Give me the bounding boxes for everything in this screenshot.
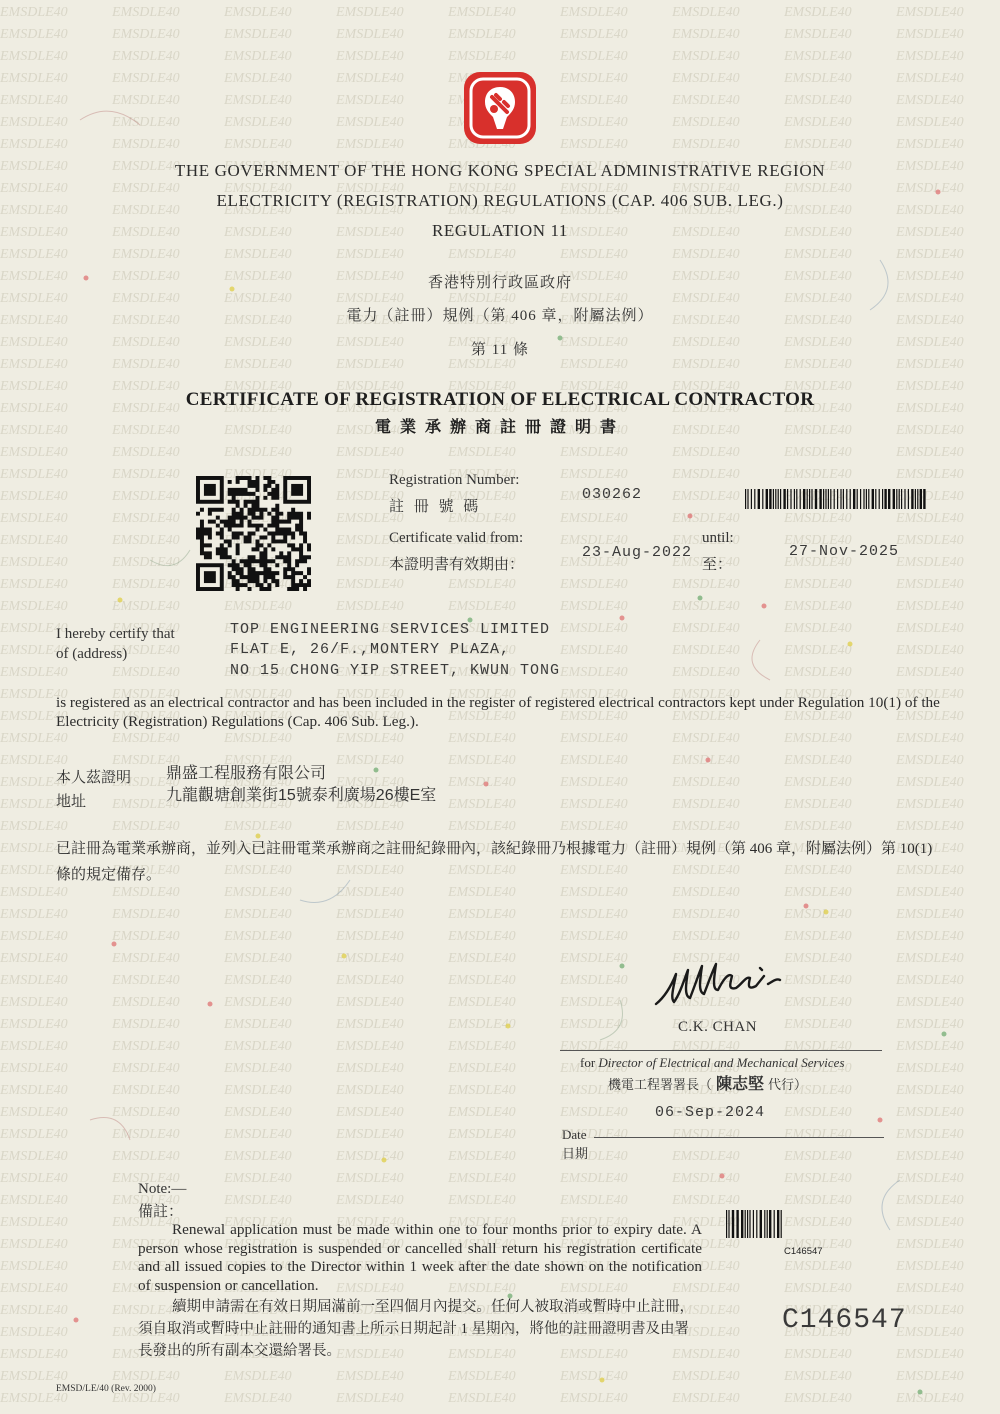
date-label-zh: 日期 — [562, 1146, 589, 1161]
address-label: of (address) — [56, 646, 128, 662]
valid-until-label-zh: 至： — [702, 557, 733, 573]
registration-number-label-zh: 註 冊 號 碼 — [389, 499, 482, 515]
form-code: EMSD/LE/40 (Rev. 2000) — [56, 1384, 156, 1394]
address-label-zh: 地址 — [56, 794, 87, 810]
certify-label-zh: 本人茲證明 — [56, 770, 132, 786]
signatory-title — [580, 1055, 845, 1071]
certify-label: I hereby certify that — [56, 626, 175, 642]
note-label: Note:— — [138, 1181, 187, 1197]
note-text-zh: 續期申請需在有效日期屆滿前一至四個月內提交。任何人被取消或暫時中止註冊，須自取消或暫時中止註冊的通知書上所示日期起計 1 星期內，將他的註冊證明書及由署長發出的所有副本交還給署長。 — [138, 1299, 694, 1359]
certificate-title: CERTIFICATE OF REGISTRATION OF ELECTRICAL CONTRACTOR — [185, 389, 815, 410]
signatory-office-zh: 機電工程署署長（ — [608, 1077, 713, 1092]
valid-from-label: Certificate valid from: — [389, 530, 524, 546]
contractor-address-zh: 九龍觀塘創業街15號泰利廣場26樓E室 — [166, 787, 437, 804]
contractor-name-zh: 鼎盛工程服務有限公司 — [166, 765, 327, 782]
qr-code — [196, 476, 311, 591]
valid-from-label-zh: 本證明書有效期由： — [389, 557, 525, 573]
contractor-address-line-2: NO 15 CHONG YIP STREET, KWUN TONG — [230, 662, 561, 679]
signatory-on-behalf-zh: 代行） — [768, 1077, 808, 1092]
registration-statement: is registered as an electrical contractor and has been included in the register of registered electrical contractors kept under Regulation 10(1) of the Electricity (Registration) Regulations (Cap. 406 Sub. Leg.). — [56, 694, 940, 730]
registration-number-value: 030262 — [582, 486, 643, 503]
signatory-name: C.K. CHAN — [678, 1019, 758, 1035]
date-line — [594, 1137, 884, 1138]
valid-from-date: 23-Aug-2022 — [582, 544, 693, 561]
header-regulations-zh: 電力（註冊）規例（第 406 章，附屬法例） — [346, 308, 654, 324]
note-text: Renewal application must be made within one to four months prior to expiry date. A person whose registration is suspended or cancelled shall return his registration certificate and all issued copies to the Director within 1 week after the date shown on the notification of suspension or cancellation. — [138, 1221, 702, 1294]
note-label-zh: 備註： — [138, 1204, 184, 1220]
date-label: Date — [562, 1127, 587, 1142]
header-government-zh: 香港特別行政區政府 — [427, 275, 572, 291]
header-regulation-number-zh: 第 11 條 — [471, 342, 529, 358]
certificate-title-zh: 電業承辦商註冊證明書 — [374, 419, 625, 436]
registration-barcode — [745, 489, 927, 509]
signatory-name-zh: 陳志堅 — [716, 1076, 765, 1093]
contractor-name: TOP ENGINEERING SERVICES LIMITED — [230, 621, 551, 638]
signatory-office: Director of Electrical and Mechanical Services — [598, 1055, 845, 1070]
header-regulation-number: REGULATION 11 — [431, 221, 569, 240]
registration-number-label: Registration Number: — [389, 472, 520, 488]
qr-finder-pattern — [285, 478, 309, 502]
qr-finder-pattern — [198, 565, 222, 589]
serial-number: C146547 — [782, 1305, 907, 1336]
contractor-address-line-1: FLAT E, 26/F.,MONTERY PLAZA, — [230, 641, 511, 658]
header-government: THE GOVERNMENT OF THE HONG KONG SPECIAL ADMINISTRATIVE REGION — [174, 161, 826, 180]
signatory-title-zh — [608, 1071, 807, 1094]
issue-date: 06-Sep-2024 — [655, 1104, 766, 1121]
signatory-for: for — [580, 1055, 596, 1070]
qr-finder-pattern — [198, 478, 222, 502]
signature-line — [560, 1050, 882, 1051]
emsd-logo-icon — [463, 71, 537, 145]
valid-until-date: 27-Nov-2025 — [789, 543, 900, 560]
registration-statement-zh: 已註冊為電業承辦商，並列入已註冊電業承辦商之註冊紀錄冊內，該紀錄冊乃根據電力（註冊）規例（第 406 章，附屬法例）第 10(1) 條的規定備存。 — [56, 841, 933, 883]
serial-number-small: C146547 — [784, 1246, 823, 1257]
director-signature — [652, 958, 787, 1010]
header-regulations: ELECTRICITY (REGISTRATION) REGULATIONS (CAP. 406 SUB. LEG.) — [216, 191, 784, 210]
valid-until-label: until: — [702, 530, 734, 546]
serial-barcode — [726, 1210, 784, 1238]
